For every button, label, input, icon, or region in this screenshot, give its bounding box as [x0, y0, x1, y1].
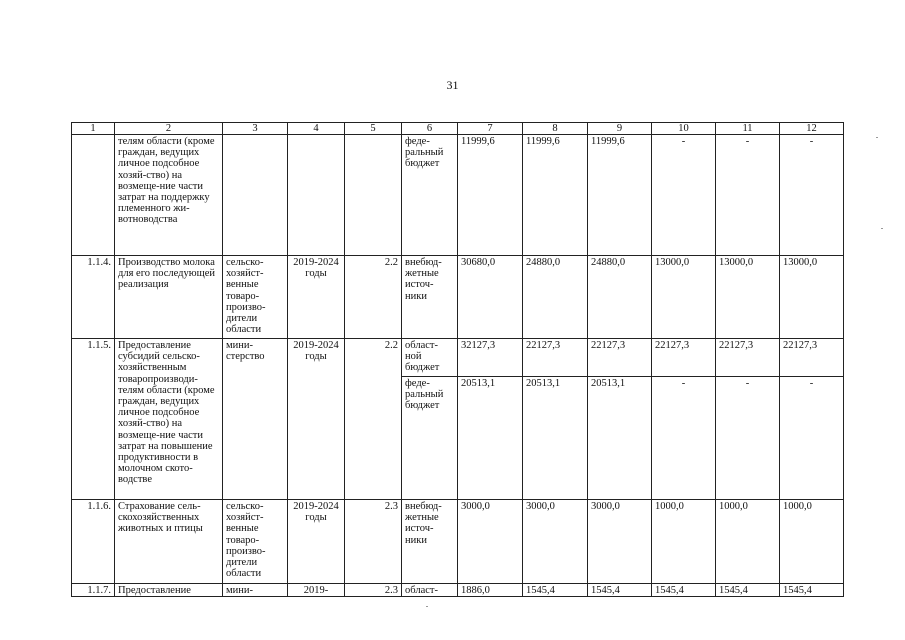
value-col9: 11999,6 [588, 135, 652, 256]
item-code: 2.3 [345, 584, 402, 597]
value-col10: - [652, 377, 716, 500]
item-period: 2019-2024 годы [288, 256, 345, 339]
value-col9: 20513,1 [588, 377, 652, 500]
scan-speck [426, 606, 428, 607]
funding-source: феде-ральный бюджет [402, 377, 458, 500]
funding-source: внебюд-жетные источ-ники [402, 256, 458, 339]
value-col12: 22127,3 [780, 339, 844, 377]
funding-source: област-ной бюджет [402, 339, 458, 377]
value-col7: 32127,3 [458, 339, 523, 377]
value-col7: 20513,1 [458, 377, 523, 500]
value-col8: 1545,4 [523, 584, 588, 597]
value-col8: 20513,1 [523, 377, 588, 500]
item-period: 2019-2024 годы [288, 339, 345, 500]
funding-source: феде-ральный бюджет [402, 135, 458, 256]
value-col7: 3000,0 [458, 500, 523, 584]
value-col8: 11999,6 [523, 135, 588, 256]
value-col9: 1545,4 [588, 584, 652, 597]
item-code [345, 135, 402, 256]
item-code: 2.3 [345, 500, 402, 584]
header-cell: 3 [223, 123, 288, 135]
funding-source: област- [402, 584, 458, 597]
item-number: 1.1.4. [72, 256, 115, 339]
item-period [288, 135, 345, 256]
value-col9: 3000,0 [588, 500, 652, 584]
header-cell: 8 [523, 123, 588, 135]
scan-speck [881, 228, 883, 229]
item-number: 1.1.7. [72, 584, 115, 597]
header-cell: 4 [288, 123, 345, 135]
value-col12: 1545,4 [780, 584, 844, 597]
header-cell: 10 [652, 123, 716, 135]
table-row [72, 135, 844, 256]
table-row [72, 500, 844, 584]
value-col8: 24880,0 [523, 256, 588, 339]
page-number: 31 [446, 78, 459, 92]
value-col12: 1000,0 [780, 500, 844, 584]
item-code: 2.2 [345, 339, 402, 500]
value-col12: - [780, 377, 844, 500]
value-col10: - [652, 135, 716, 256]
value-col8: 3000,0 [523, 500, 588, 584]
program-table [71, 122, 844, 597]
value-col10: 1545,4 [652, 584, 716, 597]
value-col10: 13000,0 [652, 256, 716, 339]
table-row [72, 256, 844, 339]
item-period: 2019-2024 годы [288, 500, 345, 584]
table-row [72, 339, 844, 377]
header-cell: 1 [72, 123, 115, 135]
item-number: 1.1.5. [72, 339, 115, 500]
item-code: 2.2 [345, 256, 402, 339]
value-col11: - [716, 377, 780, 500]
value-col11: 1545,4 [716, 584, 780, 597]
value-col10: 1000,0 [652, 500, 716, 584]
scan-speck [876, 137, 878, 138]
item-executor: сельско-хозяйст-венные товаро-произво-дители области [223, 500, 288, 584]
header-cell: 12 [780, 123, 844, 135]
item-name: Производство молока для его последующей реализация [115, 256, 223, 339]
item-name: Предоставление субсидий сельско-хозяйственным товаропроизводи-телям области (кроме граждан, ведущих личное подсобное хозяй-ство) на возмеще-ние части затрат на повышение продуктивности в молочном ското-водстве [115, 339, 223, 500]
value-col11: - [716, 135, 780, 256]
item-number [72, 135, 115, 256]
item-number: 1.1.6. [72, 500, 115, 584]
funding-source: внебюд-жетные источ-ники [402, 500, 458, 584]
item-executor: мини- [223, 584, 288, 597]
item-executor [223, 135, 288, 256]
value-col9: 24880,0 [588, 256, 652, 339]
item-name: Предоставление [115, 584, 223, 597]
value-col7: 11999,6 [458, 135, 523, 256]
value-col10: 22127,3 [652, 339, 716, 377]
item-period: 2019- [288, 584, 345, 597]
header-cell: 6 [402, 123, 458, 135]
header-cell: 7 [458, 123, 523, 135]
header-cell: 2 [115, 123, 223, 135]
value-col11: 13000,0 [716, 256, 780, 339]
value-col7: 30680,0 [458, 256, 523, 339]
header-cell: 5 [345, 123, 402, 135]
value-col8: 22127,3 [523, 339, 588, 377]
column-number-header [72, 123, 844, 135]
item-executor: сельско-хозяйст-венные товаро-произво-дители области [223, 256, 288, 339]
value-col11: 1000,0 [716, 500, 780, 584]
header-cell: 9 [588, 123, 652, 135]
table-row [72, 584, 844, 597]
value-col7: 1886,0 [458, 584, 523, 597]
item-name: телям области (кроме граждан, ведущих личное подсобное хозяй-ство) на возмеще-ние части затрат на поддержку племенного жи-вотноводства [115, 135, 223, 256]
value-col12: 13000,0 [780, 256, 844, 339]
value-col9: 22127,3 [588, 339, 652, 377]
item-executor: мини-стерство [223, 339, 288, 500]
value-col11: 22127,3 [716, 339, 780, 377]
header-cell: 11 [716, 123, 780, 135]
item-name: Страхование сель-скохозяйственных животных и птицы [115, 500, 223, 584]
value-col12: - [780, 135, 844, 256]
